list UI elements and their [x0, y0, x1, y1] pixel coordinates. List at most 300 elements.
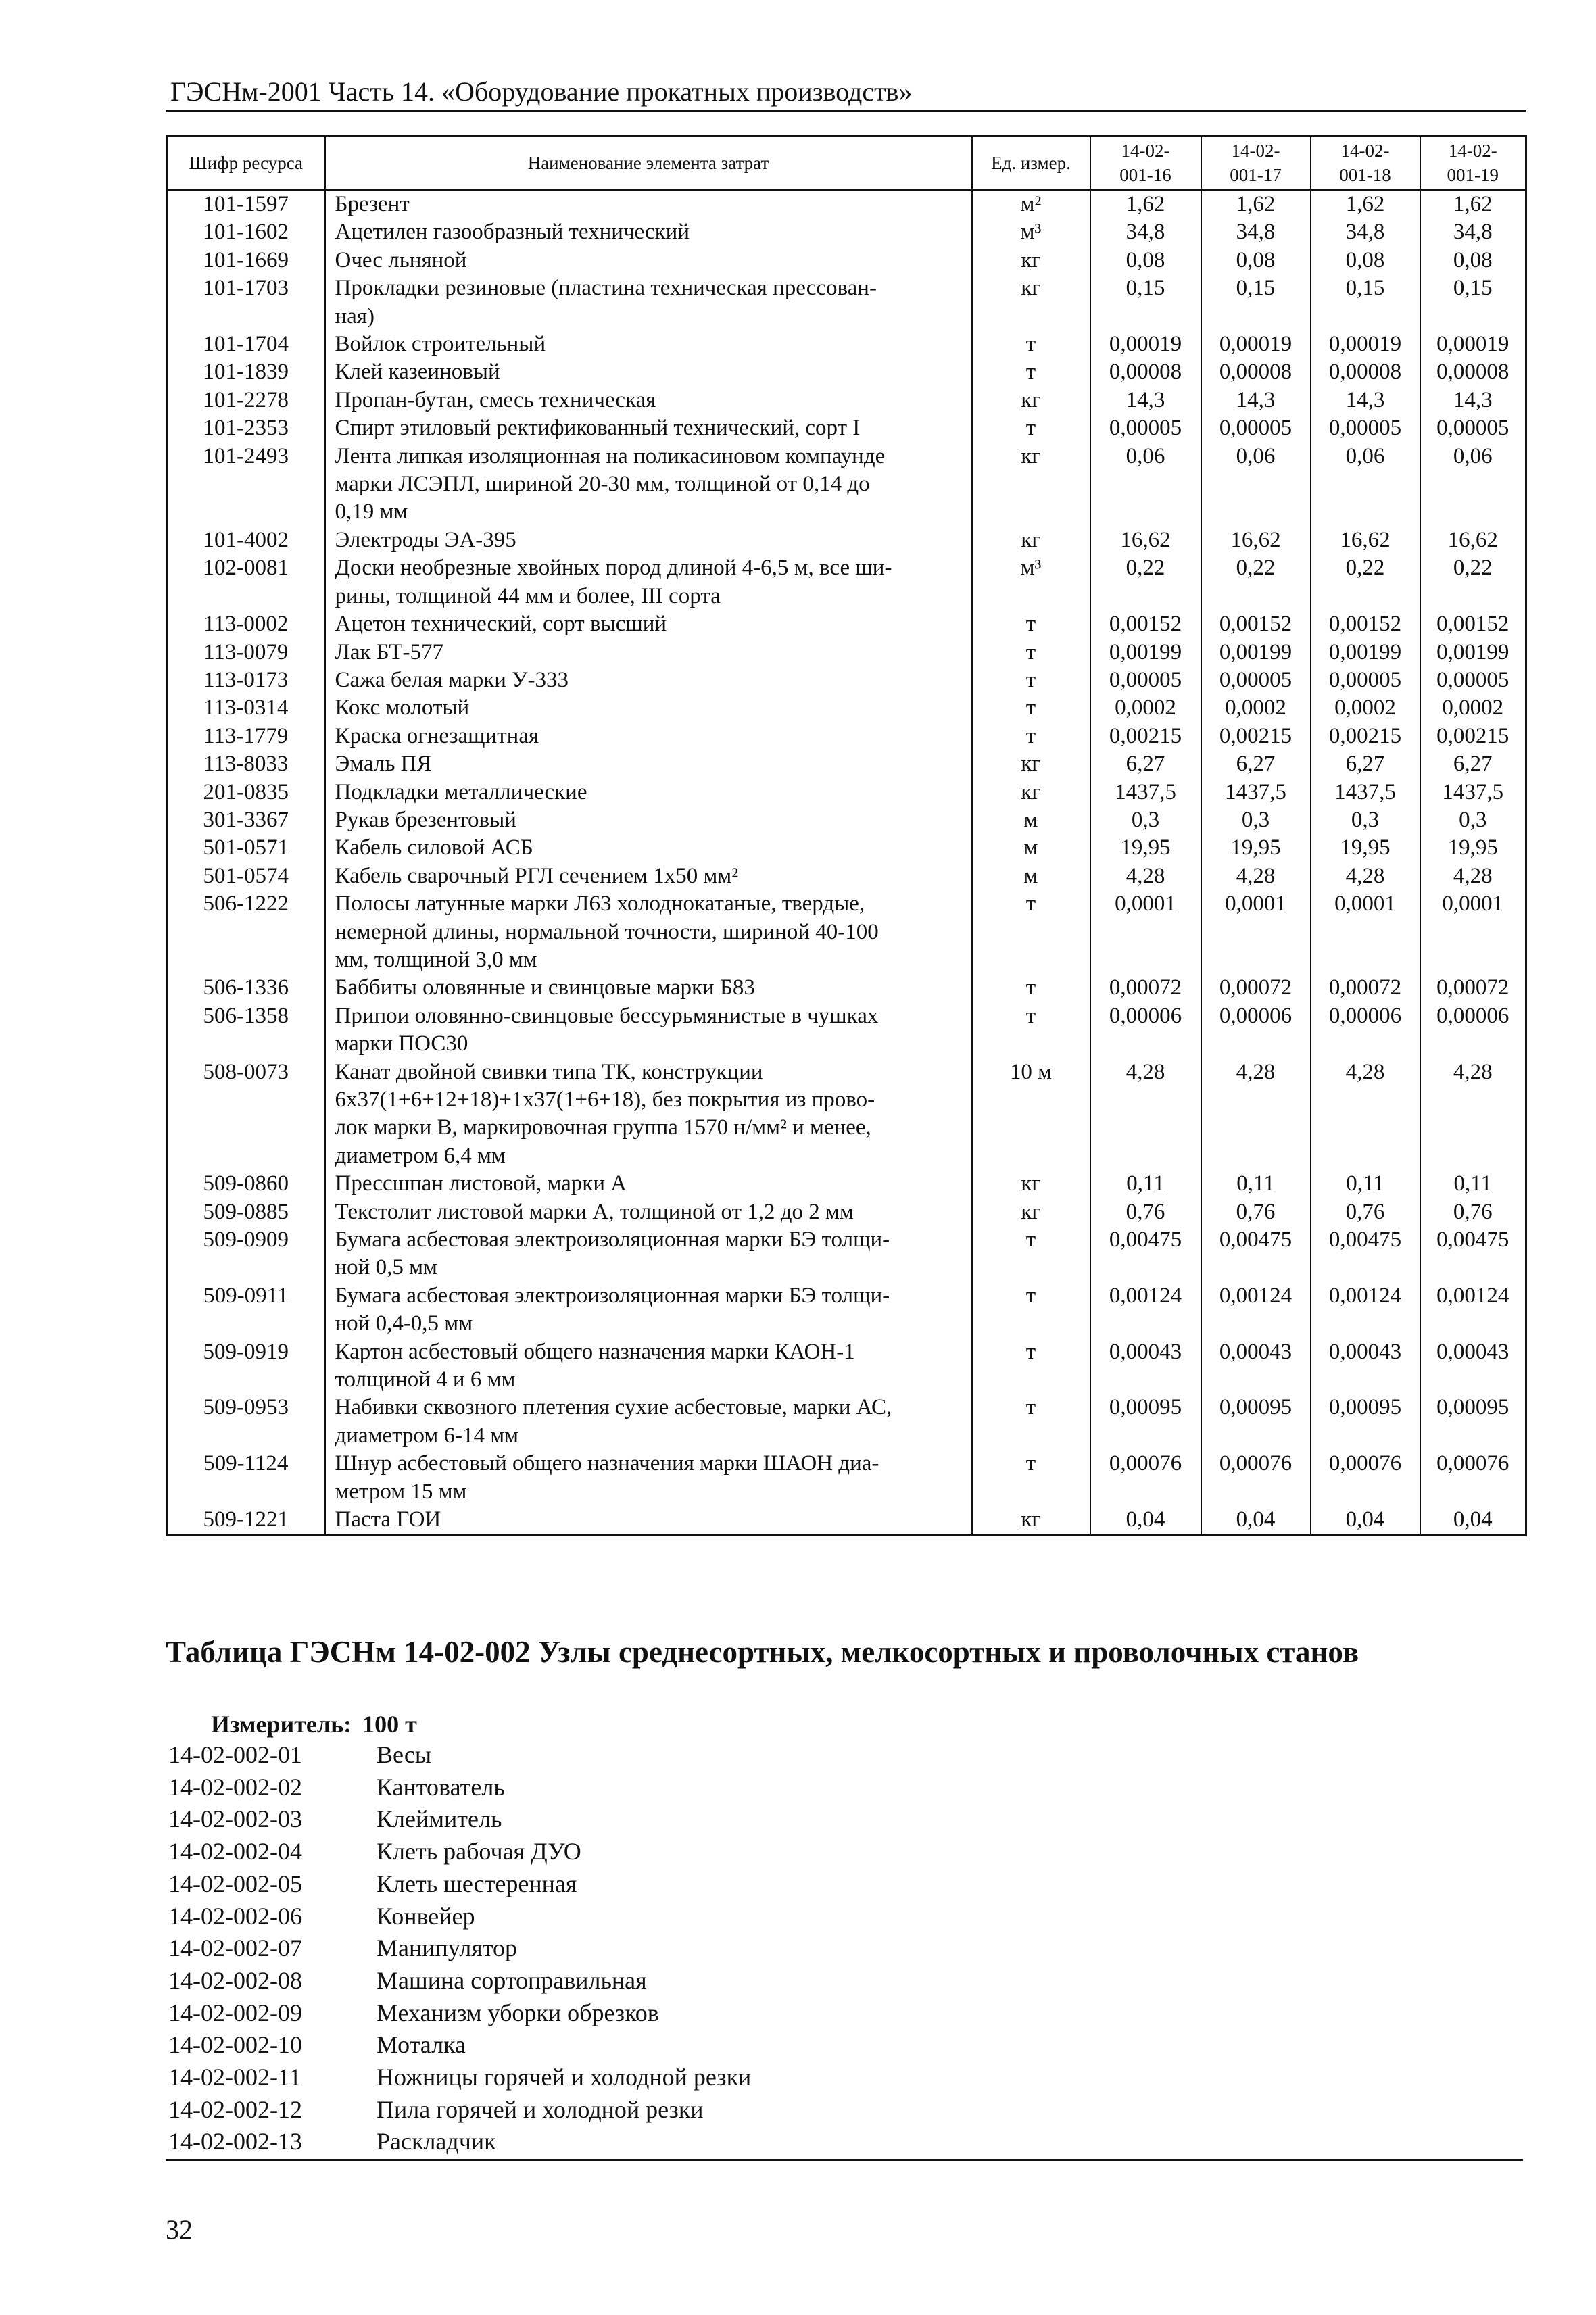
- value: 0,76: [1311, 1198, 1420, 1226]
- table2-title: Таблица ГЭСНм 14-02-002 Узлы среднесортных, мелкосортных и проволочных станов: [166, 1635, 1359, 1669]
- resource-code: 506-1358: [167, 1002, 325, 1058]
- value: 14,3: [1311, 387, 1420, 414]
- resource-name: Очес льняной: [325, 247, 972, 274]
- resource-name: Войлок строительный: [325, 331, 972, 358]
- value: 0,00215: [1420, 723, 1526, 750]
- item-name: Манипулятор: [377, 1934, 517, 1962]
- value: 0,00072: [1090, 974, 1201, 1002]
- resource-code: 101-2493: [167, 443, 325, 527]
- value: 0,00076: [1201, 1450, 1311, 1506]
- value: 0,76: [1201, 1198, 1311, 1226]
- value: 19,95: [1420, 834, 1526, 862]
- value: 0,22: [1420, 554, 1526, 610]
- unit: т: [972, 890, 1090, 974]
- value: 16,62: [1090, 527, 1201, 554]
- value: 0,08: [1311, 247, 1420, 274]
- measure-line: [211, 1710, 417, 1738]
- value: 34,8: [1090, 218, 1201, 246]
- resource-name: Картон асбестовый общего назначения марки КАОН-1 толщиной 4 и 6 мм: [325, 1338, 972, 1394]
- column-header: 14-02- 001-17: [1201, 137, 1311, 190]
- value: 0,00006: [1420, 1002, 1526, 1058]
- value: 1437,5: [1420, 779, 1526, 806]
- measure-value: 100 т: [362, 1711, 417, 1738]
- unit: т: [972, 610, 1090, 638]
- value: 0,04: [1201, 1506, 1311, 1535]
- table-row: [167, 862, 1526, 890]
- resource-name: Лак БТ-577: [325, 639, 972, 666]
- unit: т: [972, 694, 1090, 722]
- value: 0,15: [1420, 274, 1526, 331]
- value: 0,00124: [1420, 1282, 1526, 1338]
- value: 4,28: [1420, 1058, 1526, 1171]
- value: 0,00006: [1311, 1002, 1420, 1058]
- resource-name: Кокс молотый: [325, 694, 972, 722]
- unit: 10 м: [972, 1058, 1090, 1171]
- item-code: 14-02-002-13: [168, 2128, 302, 2155]
- resource-name: Лента липкая изоляционная на поликасиновом компаунде марки ЛСЭПЛ, шириной 20-30 мм, толщиной от 0,14 до 0,19 мм: [325, 443, 972, 527]
- value: 0,0001: [1311, 890, 1420, 974]
- unit: м: [972, 806, 1090, 834]
- resource-name: Спирт этиловый ректификованный технический, сорт I: [325, 414, 972, 442]
- value: 0,22: [1090, 554, 1201, 610]
- resource-name: Кабель сварочный РГЛ сечением 1х50 мм²: [325, 862, 972, 890]
- value: 0,00215: [1201, 723, 1311, 750]
- unit: кг: [972, 1170, 1090, 1198]
- unit: м²: [972, 190, 1090, 219]
- value: 0,00072: [1201, 974, 1311, 1002]
- value: 0,00005: [1311, 414, 1420, 442]
- resource-code: 509-0909: [167, 1226, 325, 1282]
- value: 0,15: [1311, 274, 1420, 331]
- list-item: [168, 1901, 751, 1933]
- value: 0,08: [1420, 247, 1526, 274]
- list-item: [168, 1772, 751, 1804]
- value: 0,0002: [1311, 694, 1420, 722]
- value: 0,00475: [1090, 1226, 1201, 1282]
- resource-name: Припои оловянно-свинцовые бессурьмянистые в чушках марки ПОС30: [325, 1002, 972, 1058]
- unit: кг: [972, 247, 1090, 274]
- table-row: [167, 1198, 1526, 1226]
- value: 1,62: [1311, 190, 1420, 219]
- table-row: [167, 247, 1526, 274]
- value: 0,00152: [1201, 610, 1311, 638]
- value: 4,28: [1311, 1058, 1420, 1171]
- item-code: 14-02-002-03: [168, 1805, 302, 1833]
- column-header: 14-02- 001-18: [1311, 137, 1420, 190]
- value: 0,00475: [1311, 1226, 1420, 1282]
- value: 0,00072: [1311, 974, 1420, 1002]
- resource-code: 509-0953: [167, 1394, 325, 1450]
- table-row: [167, 331, 1526, 358]
- table-row: [167, 218, 1526, 246]
- resource-name: Полосы латунные марки Л63 холоднокатаные, твердые, немерной длины, нормальной точности, шириной 40-100 мм, толщиной 3,0 мм: [325, 890, 972, 974]
- item-code: 14-02-002-06: [168, 1902, 302, 1930]
- resource-code: 501-0571: [167, 834, 325, 862]
- table-row: [167, 554, 1526, 610]
- value: 0,00005: [1420, 666, 1526, 694]
- column-header: Шифр ресурса: [167, 137, 325, 190]
- item-code: 14-02-002-08: [168, 1966, 302, 1994]
- resource-code: 101-2278: [167, 387, 325, 414]
- value: 0,76: [1090, 1198, 1201, 1226]
- unit: м³: [972, 554, 1090, 610]
- value: 0,00199: [1420, 639, 1526, 666]
- value: 14,3: [1420, 387, 1526, 414]
- resource-code: 101-4002: [167, 527, 325, 554]
- value: 1,62: [1420, 190, 1526, 219]
- resource-name: Сажа белая марки У-333: [325, 666, 972, 694]
- header-rule: [166, 110, 1526, 112]
- unit: т: [972, 666, 1090, 694]
- value: 4,28: [1311, 862, 1420, 890]
- resource-name: Бумага асбестовая электроизоляционная марки БЭ толщи- ной 0,5 мм: [325, 1226, 972, 1282]
- value: 0,11: [1201, 1170, 1311, 1198]
- value: 19,95: [1311, 834, 1420, 862]
- value: 16,62: [1311, 527, 1420, 554]
- unit: кг: [972, 274, 1090, 331]
- value: 0,00043: [1201, 1338, 1311, 1394]
- table-row: [167, 639, 1526, 666]
- resource-name: Эмаль ПЯ: [325, 750, 972, 778]
- value: 4,28: [1420, 862, 1526, 890]
- value: 0,04: [1420, 1506, 1526, 1535]
- value: 0,00076: [1090, 1450, 1201, 1506]
- resource-name: Ацетилен газообразный технический: [325, 218, 972, 246]
- value: 0,0002: [1420, 694, 1526, 722]
- value: 0,00124: [1311, 1282, 1420, 1338]
- resource-name: Канат двойной свивки типа ТК, конструкции 6х37(1+6+12+18)+1х37(1+6+18), без покрытия из прово- лок марки В, маркировочная группа 1570 н/мм² и менее, диаметром 6,4 мм: [325, 1058, 972, 1171]
- item-code: 14-02-002-07: [168, 1934, 302, 1962]
- unit: т: [972, 974, 1090, 1002]
- resource-name: Прокладки резиновые (пластина техническая прессован- ная): [325, 274, 972, 331]
- value: 0,00005: [1311, 666, 1420, 694]
- resource-name: Краска огнезащитная: [325, 723, 972, 750]
- value: 0,00475: [1201, 1226, 1311, 1282]
- value: 0,06: [1420, 443, 1526, 527]
- resource-code: 113-0173: [167, 666, 325, 694]
- value: 0,00152: [1090, 610, 1201, 638]
- value: 0,00095: [1090, 1394, 1201, 1450]
- value: 0,11: [1311, 1170, 1420, 1198]
- value: 0,00475: [1420, 1226, 1526, 1282]
- value: 0,06: [1311, 443, 1420, 527]
- table2-items: [168, 1739, 751, 2158]
- resource-code: 101-1704: [167, 331, 325, 358]
- list-item: [168, 1965, 751, 1997]
- resource-code: 113-1779: [167, 723, 325, 750]
- value: 4,28: [1201, 1058, 1311, 1171]
- unit: кг: [972, 1506, 1090, 1535]
- value: 34,8: [1420, 218, 1526, 246]
- unit: кг: [972, 527, 1090, 554]
- value: 0,0001: [1420, 890, 1526, 974]
- resource-code: 101-1602: [167, 218, 325, 246]
- resource-code: 301-3367: [167, 806, 325, 834]
- table-row: [167, 387, 1526, 414]
- table-row: [167, 527, 1526, 554]
- list-item: [168, 1868, 751, 1901]
- unit: т: [972, 639, 1090, 666]
- value: 0,00043: [1420, 1338, 1526, 1394]
- column-header: Наименование элемента затрат: [325, 137, 972, 190]
- list-item: [168, 1739, 751, 1772]
- unit: т: [972, 1338, 1090, 1394]
- item-name: Конвейер: [377, 1902, 475, 1930]
- resource-name: Кабель силовой АСБ: [325, 834, 972, 862]
- resource-code: 113-0314: [167, 694, 325, 722]
- resource-code: 102-0081: [167, 554, 325, 610]
- column-header: Ед. измер.: [972, 137, 1090, 190]
- value: 0,00043: [1311, 1338, 1420, 1394]
- value: 6,27: [1201, 750, 1311, 778]
- value: 16,62: [1420, 527, 1526, 554]
- table-row: [167, 666, 1526, 694]
- item-name: Клеть рабочая ДУО: [377, 1838, 581, 1866]
- resource-name: Ацетон технический, сорт высший: [325, 610, 972, 638]
- value: 1437,5: [1090, 779, 1201, 806]
- value: 0,00006: [1201, 1002, 1311, 1058]
- value: 0,00005: [1420, 414, 1526, 442]
- value: 14,3: [1090, 387, 1201, 414]
- value: 4,28: [1201, 862, 1311, 890]
- list-item: [168, 2126, 751, 2158]
- unit: кг: [972, 750, 1090, 778]
- item-name: Механизм уборки обрезков: [377, 1999, 659, 2026]
- resource-name: Электроды ЭА-395: [325, 527, 972, 554]
- value: 1437,5: [1311, 779, 1420, 806]
- list-item: [168, 1803, 751, 1836]
- resource-code: 509-0885: [167, 1198, 325, 1226]
- resource-code: 113-0079: [167, 639, 325, 666]
- unit: т: [972, 1282, 1090, 1338]
- resource-code: 101-1597: [167, 190, 325, 219]
- resource-name: Шнур асбестовый общего назначения марки ШАОН диа- метром 15 мм: [325, 1450, 972, 1506]
- value: 0,00124: [1090, 1282, 1201, 1338]
- item-code: 14-02-002-10: [168, 2031, 302, 2059]
- resource-name: Клей казеиновый: [325, 358, 972, 386]
- resource-name: Брезент: [325, 190, 972, 219]
- list-item: [168, 2062, 751, 2094]
- value: 0,00008: [1420, 358, 1526, 386]
- value: 0,00005: [1090, 414, 1201, 442]
- value: 0,00008: [1090, 358, 1201, 386]
- table-row: [167, 274, 1526, 331]
- table-row: [167, 1226, 1526, 1282]
- value: 6,27: [1090, 750, 1201, 778]
- column-header: 14-02- 001-19: [1420, 137, 1526, 190]
- value: 0,00006: [1090, 1002, 1201, 1058]
- value: 0,22: [1201, 554, 1311, 610]
- value: 0,00019: [1201, 331, 1311, 358]
- value: 0,06: [1201, 443, 1311, 527]
- resource-code: 113-8033: [167, 750, 325, 778]
- resource-code: 509-0911: [167, 1282, 325, 1338]
- value: 0,3: [1090, 806, 1201, 834]
- value: 1,62: [1201, 190, 1311, 219]
- list-item: [168, 2029, 751, 2062]
- value: 0,00095: [1311, 1394, 1420, 1450]
- value: 0,15: [1201, 274, 1311, 331]
- table-row: [167, 1394, 1526, 1450]
- value: 0,00076: [1420, 1450, 1526, 1506]
- value: 0,00199: [1090, 639, 1201, 666]
- value: 34,8: [1201, 218, 1311, 246]
- resource-name: Прессшпан листовой, марки А: [325, 1170, 972, 1198]
- resource-code: 509-0860: [167, 1170, 325, 1198]
- resource-code: 506-1336: [167, 974, 325, 1002]
- table-row: [167, 190, 1526, 219]
- value: 0,00095: [1201, 1394, 1311, 1450]
- resource-code: 508-0073: [167, 1058, 325, 1171]
- value: 0,15: [1090, 274, 1201, 331]
- value: 0,06: [1090, 443, 1201, 527]
- resource-name: Баббиты оловянные и свинцовые марки Б83: [325, 974, 972, 1002]
- value: 0,0002: [1201, 694, 1311, 722]
- item-code: 14-02-002-12: [168, 2095, 302, 2123]
- list-item: [168, 1932, 751, 1965]
- resources-table: [166, 135, 1527, 1536]
- unit: м³: [972, 218, 1090, 246]
- value: 0,11: [1090, 1170, 1201, 1198]
- item-name: Пила горячей и холодной резки: [377, 2095, 704, 2123]
- value: 0,00005: [1201, 666, 1311, 694]
- table-row: [167, 974, 1526, 1002]
- value: 0,3: [1420, 806, 1526, 834]
- value: 34,8: [1311, 218, 1420, 246]
- unit: т: [972, 1394, 1090, 1450]
- table-row: [167, 414, 1526, 442]
- value: 0,00152: [1420, 610, 1526, 638]
- value: 0,04: [1311, 1506, 1420, 1535]
- value: 0,04: [1090, 1506, 1201, 1535]
- value: 14,3: [1201, 387, 1311, 414]
- unit: т: [972, 723, 1090, 750]
- value: 16,62: [1201, 527, 1311, 554]
- table-row: [167, 1002, 1526, 1058]
- value: 0,00005: [1201, 414, 1311, 442]
- value: 0,00072: [1420, 974, 1526, 1002]
- value: 0,00008: [1201, 358, 1311, 386]
- value: 6,27: [1311, 750, 1420, 778]
- unit: кг: [972, 779, 1090, 806]
- unit: кг: [972, 387, 1090, 414]
- table-row: [167, 1338, 1526, 1394]
- item-name: Весы: [377, 1741, 432, 1768]
- value: 0,11: [1420, 1170, 1526, 1198]
- unit: т: [972, 1450, 1090, 1506]
- item-name: Раскладчик: [377, 2128, 496, 2155]
- value: 0,00215: [1311, 723, 1420, 750]
- value: 0,08: [1201, 247, 1311, 274]
- list-item: [168, 2094, 751, 2126]
- item-name: Ножницы горячей и холодной резки: [377, 2064, 752, 2091]
- unit: м: [972, 834, 1090, 862]
- value: 19,95: [1090, 834, 1201, 862]
- item-name: Клеймитель: [377, 1805, 502, 1833]
- table-row: [167, 723, 1526, 750]
- resource-name: Подкладки металлические: [325, 779, 972, 806]
- resource-name: Доски необрезные хвойных пород длиной 4-6,5 м, все ши- рины, толщиной 44 мм и более, III сорта: [325, 554, 972, 610]
- table-row: [167, 834, 1526, 862]
- table-row: [167, 443, 1526, 527]
- resource-name: Пропан-бутан, смесь техническая: [325, 387, 972, 414]
- resource-code: 201-0835: [167, 779, 325, 806]
- item-name: Кантователь: [377, 1773, 505, 1801]
- resource-code: 509-0919: [167, 1338, 325, 1394]
- resource-code: 101-1669: [167, 247, 325, 274]
- resource-code: 101-1839: [167, 358, 325, 386]
- list-item: [168, 1836, 751, 1868]
- resource-code: 501-0574: [167, 862, 325, 890]
- value: 0,00076: [1311, 1450, 1420, 1506]
- value: 6,27: [1420, 750, 1526, 778]
- value: 0,00152: [1311, 610, 1420, 638]
- value: 0,0001: [1090, 890, 1201, 974]
- table-row: [167, 358, 1526, 386]
- resource-code: 101-2353: [167, 414, 325, 442]
- value: 0,00199: [1201, 639, 1311, 666]
- table-row: [167, 1058, 1526, 1171]
- resource-code: 509-1124: [167, 1450, 325, 1506]
- resource-code: 506-1222: [167, 890, 325, 974]
- resource-code: 113-0002: [167, 610, 325, 638]
- resource-name: Рукав брезентовый: [325, 806, 972, 834]
- measure-label: Измеритель:: [211, 1711, 352, 1738]
- item-code: 14-02-002-09: [168, 1999, 302, 2026]
- value: 0,22: [1311, 554, 1420, 610]
- bottom-rule: [166, 2159, 1523, 2161]
- item-name: Машина сортоправильная: [377, 1966, 647, 1994]
- resource-code: 509-1221: [167, 1506, 325, 1535]
- value: 4,28: [1090, 862, 1201, 890]
- table-row: [167, 779, 1526, 806]
- table-row: [167, 610, 1526, 638]
- table-row: [167, 1282, 1526, 1338]
- unit: т: [972, 358, 1090, 386]
- value: 0,00019: [1311, 331, 1420, 358]
- value: 0,00005: [1090, 666, 1201, 694]
- unit: т: [972, 1002, 1090, 1058]
- table-row: [167, 1170, 1526, 1198]
- value: 0,00008: [1311, 358, 1420, 386]
- column-header: 14-02- 001-16: [1090, 137, 1201, 190]
- value: 19,95: [1201, 834, 1311, 862]
- table-row: [167, 1506, 1526, 1535]
- value: 0,76: [1420, 1198, 1526, 1226]
- value: 0,00019: [1090, 331, 1201, 358]
- unit: кг: [972, 443, 1090, 527]
- value: 0,00043: [1090, 1338, 1201, 1394]
- item-name: Моталка: [377, 2031, 466, 2059]
- item-code: 14-02-002-04: [168, 1838, 302, 1866]
- table-row: [167, 750, 1526, 778]
- value: 0,00199: [1311, 639, 1420, 666]
- unit: т: [972, 331, 1090, 358]
- table-row: [167, 1450, 1526, 1506]
- value: 0,0001: [1201, 890, 1311, 974]
- list-item: [168, 1997, 751, 2030]
- item-name: Клеть шестеренная: [377, 1870, 577, 1897]
- item-code: 14-02-002-11: [168, 2064, 301, 2091]
- value: 4,28: [1090, 1058, 1201, 1171]
- item-code: 14-02-002-02: [168, 1773, 302, 1801]
- unit: м: [972, 862, 1090, 890]
- resource-name: Текстолит листовой марки А, толщиной от 1,2 до 2 мм: [325, 1198, 972, 1226]
- unit: т: [972, 414, 1090, 442]
- resource-name: Набивки сквозного плетения сухие асбестовые, марки АС, диаметром 6-14 мм: [325, 1394, 972, 1450]
- table-row: [167, 806, 1526, 834]
- page-number: 32: [166, 2214, 193, 2245]
